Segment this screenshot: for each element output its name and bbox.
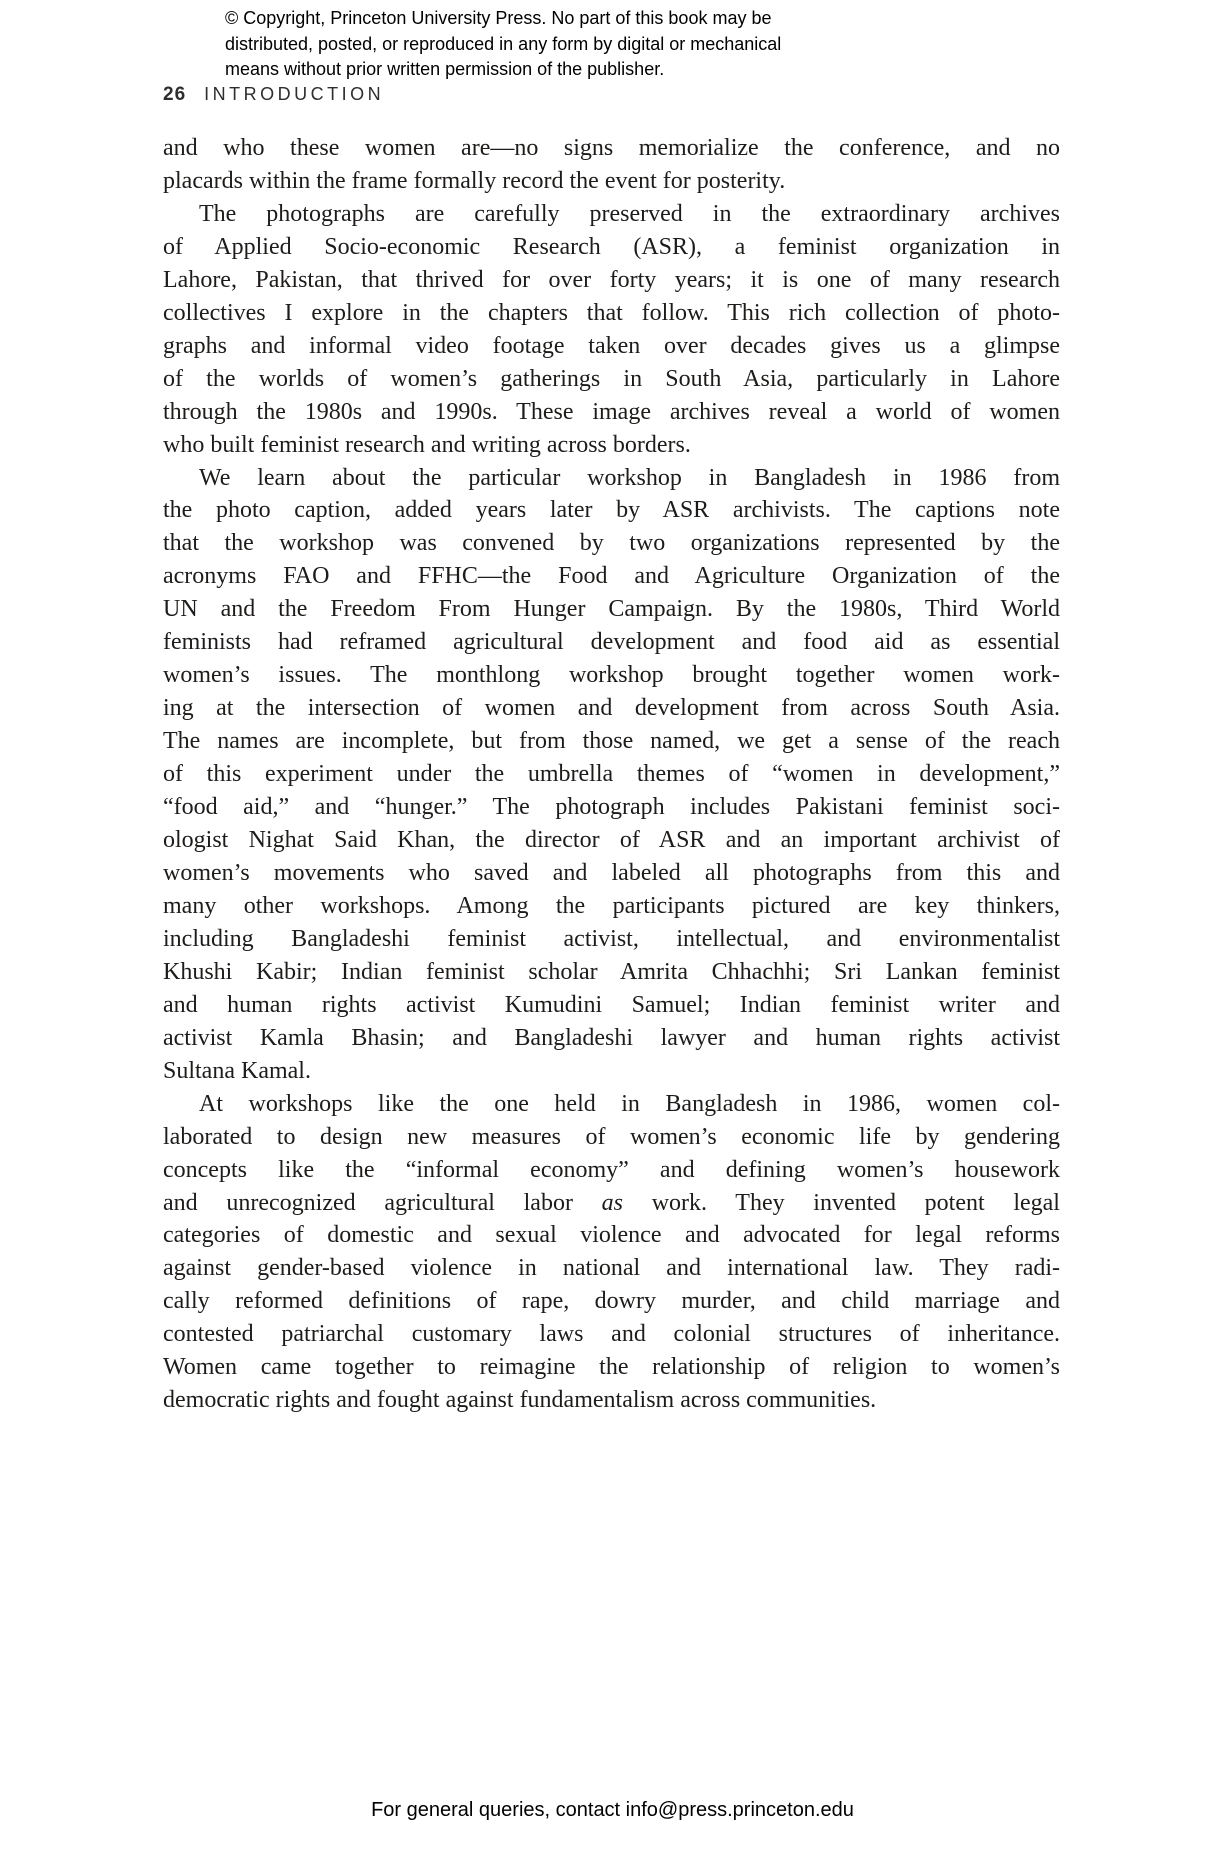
text-line: and unrecognized agricultural labor as work. They invented potent legal (163, 1189, 1060, 1216)
text-line: through the 1980s and 1990s. These image archives reveal a world of women (163, 398, 1060, 425)
copyright-line: distributed, posted, or reproduced in any form by digital or mechanical (225, 33, 782, 54)
text-line: categories of domestic and sexual violence and advocated for legal reforms (163, 1222, 1060, 1249)
text-line: concepts like the “informal economy” and defining women’s housework (163, 1156, 1060, 1183)
text-line: ing at the intersection of women and development from across South Asia. (163, 695, 1060, 722)
paragraph-1 (163, 132, 1060, 198)
text-line: graphs and informal video footage taken over decades gives us a glimpse (163, 332, 1060, 359)
text-line: and who these women are—no signs memorialize the conference, and no (163, 135, 1060, 161)
text-line: acronyms FAO and FFHC—the Food and Agriculture Organization of the (163, 563, 1060, 590)
text-line: of this experiment under the umbrella themes of “women in development,” (163, 761, 1060, 788)
text-line: of the worlds of women’s gatherings in South Asia, particularly in Lahore (163, 365, 1060, 392)
text-line: At workshops like the one held in Bangladesh in 1986, women col- (199, 1090, 1060, 1117)
body-text (163, 132, 1060, 1417)
text-line: The photographs are carefully preserved in the extraordinary archives (199, 200, 1060, 227)
text-line: cally reformed definitions of rape, dowry murder, and child marriage and (163, 1288, 1060, 1315)
text-line: against gender-based violence in national and international law. They radi- (163, 1255, 1060, 1282)
section-title: INTRODUCTION (204, 84, 385, 104)
text-line: “food aid,” and “hunger.” The photograph includes Pakistani feminist soci- (163, 794, 1060, 821)
copyright-notice (225, 6, 781, 83)
text-line: women’s movements who saved and labeled all photographs from this and (163, 859, 1060, 886)
text-line: Lahore, Pakistan, that thrived for over forty years; it is one of many research (163, 266, 1060, 293)
paragraph-4 (163, 1088, 1060, 1418)
footer-contact: For general queries, contact info@press.princeton.edu (371, 1799, 854, 1821)
text-line: including Bangladeshi feminist activist, intellectual, and environmentalist (163, 925, 1060, 952)
copyright-line: means without prior written permission of the publisher. (225, 59, 665, 79)
paragraph-2 (163, 198, 1060, 462)
text-line: ologist Nighat Said Khan, the director of ASR and an important archivist of (163, 827, 1060, 854)
text-line: contested patriarchal customary laws and colonial structures of inheritance. (163, 1321, 1060, 1348)
text-line: placards within the frame formally record the event for posterity. (163, 167, 786, 194)
text-line: collectives I explore in the chapters that follow. This rich collection of photo- (163, 299, 1060, 326)
text-line: that the workshop was convened by two organizations represented by the (163, 530, 1060, 557)
text-line: laborated to design new measures of women’s economic life by gendering (163, 1123, 1060, 1150)
running-header (163, 84, 384, 106)
text-line: democratic rights and fought against fundamentalism across communities. (163, 1387, 877, 1414)
text-line: Sultana Kamal. (163, 1057, 311, 1084)
page-number: 26 (163, 84, 187, 105)
text-line: We learn about the particular workshop in Bangladesh in 1986 from (199, 464, 1060, 491)
text-line: of Applied Socio-economic Research (ASR), a feminist organization in (163, 233, 1060, 260)
text-line: who built feminist research and writing across borders. (163, 431, 691, 458)
copyright-line: © Copyright, Princeton University Press. No part of this book may be (225, 8, 772, 28)
text-line: Khushi Kabir; Indian feminist scholar Amrita Chhachhi; Sri Lankan feminist (163, 958, 1060, 985)
text-line: many other workshops. Among the participants pictured are key thinkers, (163, 892, 1060, 919)
text-line: Women came together to reimagine the relationship of religion to women’s (163, 1354, 1060, 1381)
text-line: and human rights activist Kumudini Samuel; Indian feminist writer and (163, 991, 1060, 1018)
text-line: feminists had reframed agricultural development and food aid as essential (163, 629, 1060, 656)
text-line: women’s issues. The monthlong workshop brought together women work- (163, 662, 1060, 689)
text-line: UN and the Freedom From Hunger Campaign. By the 1980s, Third World (163, 596, 1060, 623)
paragraph-3 (163, 462, 1060, 1088)
text-line: The names are incomplete, but from those named, we get a sense of the reach (163, 728, 1060, 755)
text-line: activist Kamla Bhasin; and Bangladeshi lawyer and human rights activist (163, 1024, 1060, 1051)
text-line: the photo caption, added years later by ASR archivists. The captions note (163, 497, 1060, 524)
